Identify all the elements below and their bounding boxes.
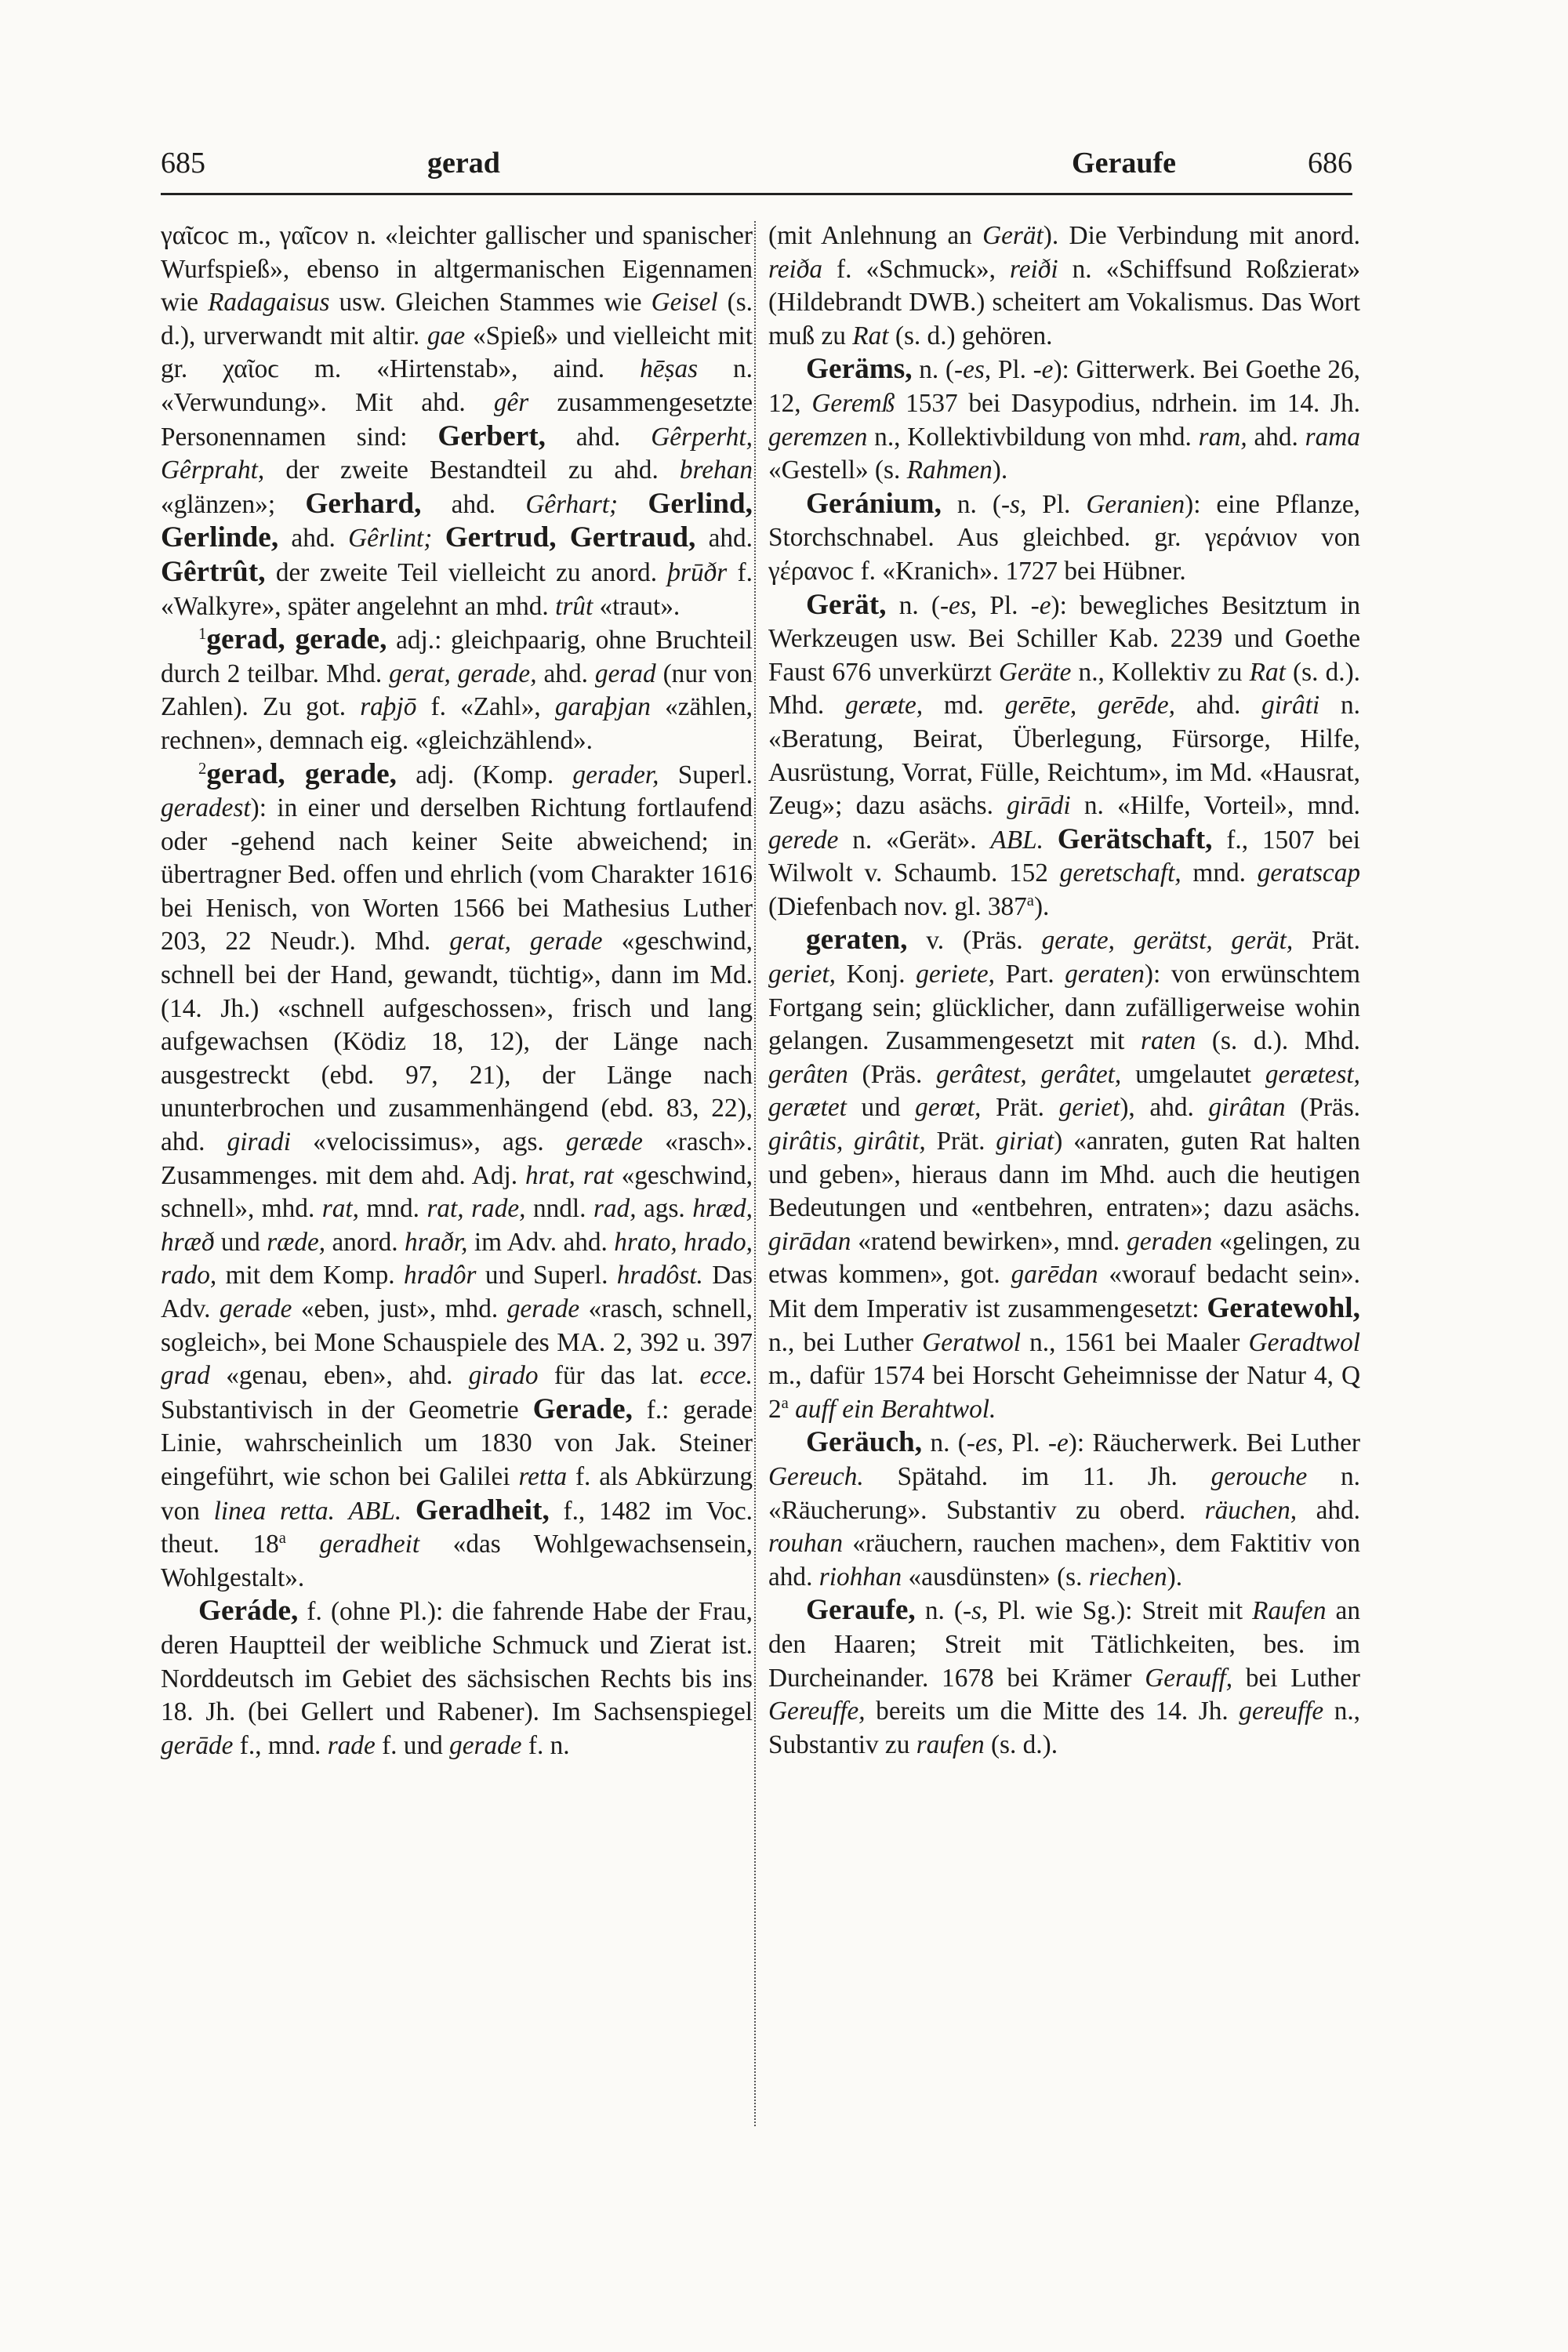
italic-run: gerēte, gerēde, (1004, 691, 1175, 720)
text-run (432, 524, 445, 553)
headword: Gerlind, Gerlinde, (161, 487, 753, 554)
italic-run: -s, (1000, 489, 1027, 519)
text-run: mnd. (358, 1194, 427, 1224)
text-run: n. ( (886, 590, 940, 620)
text-run: ahd. (695, 524, 753, 554)
text-run: «traut». (593, 591, 681, 621)
text-run: n. ( (912, 355, 955, 385)
headword: Geräuch, (806, 1426, 923, 1459)
text-run: (Präs. (848, 1059, 937, 1089)
dictionary-entry (768, 1426, 1360, 1594)
headword: gerad, gerade, (206, 623, 387, 656)
text-run: f., 1482 im Voc. theut. 18 (161, 1496, 753, 1559)
left-column (161, 220, 753, 1762)
text-run: Pl. (991, 355, 1033, 385)
text-run: usw. Gleichen Stammes wie (329, 288, 652, 318)
italic-run: girado (468, 1361, 539, 1391)
italic-run: garaþjan (554, 692, 651, 722)
text-run: (mit Anlehnung an (768, 221, 983, 250)
italic-run: geriet (1058, 1093, 1120, 1123)
italic-run: gerade (449, 1730, 522, 1760)
text-run: f. als Abkürzung von (161, 1461, 753, 1526)
italic-run: geradest (161, 793, 251, 823)
headword: gerad, gerade, (206, 757, 397, 790)
italic-run: -es, (939, 590, 978, 620)
text-run: n., 1561 bei Maaler (1020, 1327, 1249, 1357)
italic-run: gerâtest, gerâtet, (936, 1059, 1122, 1089)
italic-run: geradheit (319, 1530, 420, 1559)
text-run: ). (992, 456, 1008, 485)
italic-run: rat, rade, (426, 1194, 526, 1224)
text-run: Pl. (1004, 1428, 1048, 1458)
italic-run: rat, (321, 1194, 359, 1224)
text-run: (s. d.) gehören. (888, 321, 1053, 350)
text-run: zusammengesetzte Personennamen sind: (161, 387, 753, 452)
italic-run: Gereuch. (768, 1461, 864, 1491)
dictionary-entry (161, 758, 753, 1595)
headword: Gertrud, Gertraud, (445, 521, 696, 554)
italic-run: gae (427, 321, 466, 350)
italic-run: gerade (506, 1294, 580, 1323)
italic-run: -s, (962, 1596, 989, 1626)
text-run: n., bei Luther (768, 1327, 923, 1357)
dictionary-entry (768, 353, 1360, 487)
text-run: (nur von Zahlen). Zu got. (161, 659, 753, 722)
text-run: (s. d.). Mhd. (1196, 1026, 1360, 1056)
text-run (335, 1497, 349, 1526)
text-run: n. ( (941, 489, 1001, 519)
text-run: n., Kollektiv zu (1071, 657, 1250, 687)
running-header (161, 146, 1352, 195)
text-run: im Adv. ahd. (467, 1227, 615, 1257)
italic-run: geriet, (768, 960, 836, 989)
text-run: f. n. (521, 1730, 570, 1760)
italic-run: -e (1047, 1428, 1069, 1458)
italic-run: Geräte (998, 657, 1072, 687)
text-run: md. (923, 691, 1005, 720)
italic-run: linea retta. (213, 1496, 335, 1526)
text-run: n., Substantiv zu (768, 1697, 1360, 1759)
italic-run: girâtis, girâtit, (768, 1127, 926, 1156)
text-run: «Spieß» und vielleicht mit gr. χαῖοϲ m. «Hirtenstab», aind. (161, 321, 753, 384)
text-run: ahd. (1297, 1495, 1360, 1525)
italic-run: Geradtwol (1248, 1327, 1360, 1357)
text-run: f., mnd. (233, 1730, 328, 1760)
italic-run: räuchen, (1204, 1495, 1298, 1525)
text-run: ): von erwünschtem Fortgang sein; glücklicher, dann zufälligerweise wohin gelangen. Zusammengesetzt mit (768, 960, 1360, 1056)
text-run: ahd. (546, 422, 652, 452)
text-run: 1537 bei Dasypodius, ndrhein. im 14. Jh. (895, 388, 1360, 418)
italic-run: auff ein Berahtwol. (795, 1394, 996, 1424)
text-run: der zweite Bestandteil zu ahd. (264, 456, 680, 485)
page-number-left: 685 (161, 147, 205, 180)
text-run: mit dem Komp. (216, 1261, 404, 1290)
italic-run: gerede (768, 825, 839, 855)
text-run: «ratend bewirken», mnd. (851, 1226, 1127, 1256)
text-run: Spätahd. im 11. Jh. (863, 1461, 1211, 1491)
text-run: Konj. (836, 960, 916, 989)
headword: Geratewohl, (1207, 1292, 1360, 1324)
headword: Geráde, (198, 1595, 299, 1628)
page-number-right: 686 (1308, 147, 1352, 180)
italic-run: ABL. (990, 825, 1044, 855)
text-run: umgelautet (1121, 1059, 1265, 1089)
italic-run: retta (518, 1461, 568, 1491)
headword: Geraufe, (806, 1594, 916, 1627)
headword: Gêrtrût, (161, 555, 266, 588)
column-divider (754, 221, 756, 2126)
italic-run: reiða (768, 254, 823, 284)
text-run: «rasch, schnell, sogleich», bei Mone Schauspiele des MA. 2, 392 u. 397 (161, 1294, 753, 1357)
entry-continuation (161, 220, 753, 623)
superscript: a (1026, 891, 1034, 909)
text-run: Das Adv. (161, 1261, 753, 1323)
headword: Gerätschaft, (1057, 822, 1213, 855)
text-run: γαῖϲοϲ m., γαῖϲον n. «leichter gallischer und spanischer Wurfspieß», ebenso in altgermanischen Eigennamen wie (161, 221, 753, 318)
italic-run: gerader, (572, 760, 659, 789)
right-column (768, 220, 1360, 1762)
italic-run: geretschaft, (1059, 858, 1181, 888)
text-run: für das lat. (538, 1361, 700, 1391)
text-run: n. «Schiffsund Roßzierat» (Hildebrandt DWB.) scheitert am Vokalismus. Das Wort muß zu (768, 254, 1360, 350)
italic-run: gerāde (161, 1730, 234, 1760)
italic-run: geraden (1127, 1226, 1213, 1256)
italic-run: garēdan (1011, 1260, 1098, 1290)
italic-run: gerade (219, 1294, 292, 1323)
text-run: Superl. (659, 760, 753, 789)
text-run: «das Wohlgewachsensein, Wohlgestalt». (161, 1530, 753, 1592)
italic-run: geratscap (1257, 858, 1361, 888)
text-run: ): eine Pflanze, Storchschnabel. Aus gleichbed. gr. γεράνιον von γέρανοϲ f. «Kranich». 1727 bei Hübner. (768, 489, 1360, 586)
text-run: ): Gitterwerk. Bei Goethe 26, 12, (768, 355, 1361, 418)
dictionary-entry (161, 1595, 753, 1762)
text-run: ). Die Verbindung mit anord. (1043, 221, 1360, 250)
italic-run: Gêrperht, Gêrpraht, (161, 422, 753, 485)
italic-run: geraten (1065, 960, 1145, 989)
text-run: (s. d.). (984, 1730, 1058, 1759)
italic-run: hraðr, (405, 1227, 468, 1257)
text-run: Pl. (1026, 489, 1087, 519)
italic-run: hrat, rat (525, 1160, 614, 1190)
guide-word-right: Geraufe (1072, 147, 1176, 180)
text-run: n. «Räucherung». Substantiv zu oberd. (768, 1461, 1360, 1525)
text-run: ags. (636, 1194, 693, 1224)
text-run (286, 1530, 320, 1559)
italic-run: Gêrhart; (525, 489, 619, 519)
italic-run: Geratwol (922, 1327, 1021, 1357)
italic-run: rouhan (768, 1529, 843, 1559)
text-run: und (214, 1227, 267, 1257)
text-run: f. «Schmuck», (822, 254, 1010, 284)
italic-run: girādan (768, 1226, 851, 1256)
italic-run: hradôst. (616, 1261, 703, 1290)
italic-run: gêr (493, 387, 529, 417)
text-run: der zweite Teil vielleicht zu anord. (265, 557, 668, 587)
dictionary-entry (768, 924, 1360, 1426)
text-run: n. «Beratung, Beirat, Überlegung, Fürsorge, Hilfe, Ausrüstung, Vorrat, Fülle, Reichtum», im Md. «Hausrat, Zeug»; dazu asächs. (768, 691, 1360, 821)
text-run: und (846, 1093, 916, 1123)
text-run: f. (ohne Pl.): die fahrende Habe der Frau, deren Hauptteil der weibliche Schmuck und Zierat ist. Norddeutsch im Gebiet des sächsischen Rechts bis ins 18. Jh. (bei Gellert und Rabener). Im Sachsenspiegel (161, 1597, 753, 1727)
italic-run: gerouche (1210, 1461, 1308, 1491)
headword: Geránium, (806, 487, 942, 520)
italic-run: Rat (1249, 657, 1286, 687)
italic-run: hrato, hrado, rado, (161, 1227, 753, 1290)
italic-run: Gereuffe, (768, 1697, 866, 1726)
text-run: Pl. (977, 590, 1031, 620)
italic-run: Gerät (982, 221, 1044, 250)
italic-run: ABL. (348, 1496, 402, 1526)
italic-run: girâtan (1208, 1093, 1286, 1123)
headword: Gerade, (532, 1392, 633, 1425)
headword: Gerhard, (305, 487, 422, 520)
text-run: ). (1033, 891, 1050, 921)
text-run: «Gestell» (s. (768, 456, 907, 485)
italic-run: -es, (966, 1428, 1004, 1458)
text-run: «zählen, rechnen», demnach eig. «gleichzählend». (161, 692, 753, 755)
italic-run: girādi (1007, 791, 1071, 821)
text-run: n. ( (922, 1428, 967, 1458)
text-run: ). (1167, 1562, 1183, 1592)
italic-run: geræte, (845, 691, 924, 720)
text-run (1044, 826, 1058, 855)
italic-run: gerœt, (915, 1093, 982, 1123)
text-run: «gelingen, zu etwas kommen», got. (768, 1226, 1360, 1290)
text-run: (s. d.), urverwandt mit altir. (161, 288, 753, 350)
text-run: «velocissimus», ags. (291, 1127, 566, 1157)
italic-run: geræde (565, 1127, 643, 1157)
text-run: bei Luther (1232, 1663, 1360, 1693)
italic-run: ram, (1198, 422, 1247, 452)
superscript: a (278, 1530, 286, 1548)
superscript: a (781, 1394, 789, 1412)
italic-run: gerætest, gerætet (768, 1059, 1361, 1123)
text-run: ): in einer und derselben Richtung fortlaufend oder -gehend nach keiner Seite abweichend; in übertragner Bed. offen und ehrlich (vom Charakter 1616 bei Henisch, von Worten 1566 bei Mathesius Luther 203, 22 Neudr.). Mhd. (161, 793, 753, 956)
text-run: n. «Verwundung». Mit ahd. (161, 354, 753, 417)
text-run: Pl. wie Sg.): Streit mit (988, 1596, 1253, 1626)
text-run: ): bewegliches Besitztum in Werkzeugen usw. Bei Schiller Kab. 2239 und Goethe Faust 676 unverkürzt (768, 590, 1360, 687)
text-run: adj. (Komp. (396, 760, 573, 789)
text-run: f. und (375, 1730, 450, 1760)
italic-run: giradi (227, 1127, 291, 1157)
italic-run: giriat (996, 1127, 1054, 1156)
text-run: anord. (325, 1227, 405, 1257)
text-run (401, 1497, 416, 1526)
text-run: ), ahd. (1120, 1093, 1209, 1123)
dictionary-entry (161, 623, 753, 757)
italic-run: þrūðr (667, 557, 728, 587)
italic-run: raþjō (360, 692, 417, 722)
text-run: m., dafür 1574 bei Horscht Geheimnisse der Natur 4, Q 2 (768, 1361, 1360, 1424)
italic-run: gerat, gerade (449, 927, 603, 956)
headword: geraten, (806, 924, 908, 956)
italic-run: Geisel (651, 288, 718, 318)
italic-run: Geremß (811, 388, 895, 418)
text-run: «räuchern, rauchen machen», dem Faktitiv von ahd. (768, 1529, 1360, 1592)
italic-run: hradôr (403, 1261, 477, 1290)
text-run: ahd. (421, 489, 526, 519)
italic-run: Geranien (1086, 489, 1185, 519)
text-run: Prät. (1293, 926, 1360, 956)
italic-run: geremzen (768, 422, 868, 452)
italic-run: riohhan (818, 1562, 902, 1592)
italic-run: Radagaisus (208, 288, 330, 318)
headword: Geradheit, (415, 1494, 550, 1526)
text-run: ahd. (1175, 691, 1262, 720)
text-run: nndl. (525, 1194, 593, 1224)
guide-word-left: gerad (427, 147, 500, 180)
text-run: «geschwind, schnell bei der Hand, gewandt, tüchtig», dann im Md. (14. Jh.) «schnell aufgeschossen», frisch und lang aufgewachsen (Ködiz 18, 12), der Länge nach ausgestreckt (ebd. 97, 21), der Länge nach ununterbrochen und zusammenhängend (ebd. 83, 22), ahd. (161, 927, 753, 1157)
dictionary-entry (768, 589, 1360, 924)
italic-run: -e (1030, 590, 1051, 620)
entry-continuation (768, 220, 1360, 353)
text-run: Prät. (925, 1127, 996, 1156)
italic-run: gerat, gerade, (389, 659, 537, 688)
headword: Geräms, (806, 353, 913, 386)
text-run: ahd. (278, 524, 349, 554)
italic-run: -es, (954, 355, 992, 385)
text-run: n. «Gerät». (838, 825, 991, 855)
text-run: (Präs. (1285, 1093, 1360, 1123)
text-run: Substantivisch in der Geometrie (161, 1395, 533, 1425)
italic-run: gereuffe (1239, 1697, 1324, 1726)
text-run: ahd. (1247, 422, 1305, 452)
italic-run: gerad (594, 659, 656, 688)
text-run: und Superl. (476, 1261, 617, 1290)
text-run: «ausdünsten» (s. (902, 1562, 1089, 1592)
italic-run: hēṣas (640, 354, 699, 384)
text-run: «genau, eben», ahd. (209, 1361, 469, 1391)
text-run: f. «Walkyre», später angelehnt an mhd. (161, 557, 753, 621)
headword: Gerbert, (437, 419, 546, 452)
text-run (618, 490, 648, 519)
text-run: f. «Zahl», (416, 692, 555, 722)
text-run: n. «Hilfe, Vorteil», mnd. (1070, 791, 1360, 821)
text-run: ): Räucherwerk. Bei Luther (1068, 1428, 1360, 1458)
text-run (789, 1395, 795, 1424)
superscript: 2 (198, 760, 207, 778)
italic-run: hræd, hræð (161, 1194, 753, 1257)
text-run: bereits um die Mitte des 14. Jh. (865, 1697, 1240, 1726)
italic-run: -e (1033, 355, 1054, 385)
italic-run: rad, (593, 1194, 637, 1224)
italic-run: gerate, gerätst, gerät, (1041, 926, 1294, 956)
text-run: «eben, just», mhd. (292, 1294, 507, 1323)
italic-run: brehan (679, 456, 753, 485)
text-run: Part. (994, 960, 1065, 989)
italic-run: Rat (852, 321, 889, 350)
text-run: f.: gerade Linie, wahrscheinlich um 1830 von Jak. Steiner eingeführt, wie schon bei Galilei (161, 1395, 753, 1491)
headword: Gerät, (806, 588, 887, 621)
text-run: «rasch». Zusammenges. mit dem ahd. Adj. (161, 1127, 753, 1190)
superscript: 1 (198, 626, 207, 644)
dictionary-entry (768, 488, 1360, 589)
text-run: n., Kollektivbildung von mhd. (867, 422, 1199, 452)
text-run: ) «anraten, guten Rat halten und geben», hieraus dann im Mhd. auch die heutigen Bedeutungen und «entbehren, entraten»; dazu asächs. (768, 1127, 1361, 1223)
text-run: «worauf bedacht sein». Mit dem Imperativ ist zusammengesetzt: (768, 1260, 1361, 1323)
italic-run: Rahmen (906, 456, 993, 485)
italic-run: ræde, (267, 1227, 326, 1257)
italic-run: rade (327, 1730, 376, 1760)
italic-run: geriete, (916, 960, 995, 989)
italic-run: raten (1141, 1026, 1196, 1056)
text-run: f., 1507 bei Wilwolt v. Schaumb. 152 (768, 825, 1361, 888)
italic-run: grad (161, 1361, 210, 1391)
text-run: «glänzen»; (161, 489, 306, 519)
italic-run: girâti (1261, 691, 1320, 720)
italic-run: rama (1305, 422, 1360, 452)
text-run: ahd. (536, 659, 595, 688)
text-run: Prät. (981, 1093, 1059, 1123)
text-run: (Diefenbach nov. gl. 387 (768, 891, 1027, 921)
text-run: mnd. (1181, 858, 1258, 888)
italic-run: riechen (1088, 1562, 1167, 1592)
italic-run: Gêrlint; (348, 524, 433, 554)
text-run: an den Haaren; Streit mit Tätlichkeiten, bes. im Durcheinander. 1678 bei Krämer (768, 1596, 1360, 1693)
italic-run: Raufen (1252, 1596, 1327, 1626)
italic-run: reiði (1009, 254, 1058, 284)
text-run: «geschwind, schnell», mhd. (161, 1160, 753, 1224)
italic-run: ecce. (699, 1361, 753, 1391)
italic-run: Gerauff, (1145, 1663, 1233, 1693)
text-run: v. (Präs. (907, 926, 1042, 956)
italic-run: raufen (916, 1730, 985, 1759)
italic-run: trût (555, 591, 593, 621)
dictionary-entry (768, 1594, 1360, 1762)
text-run: adj.: gleichpaarig, ohne Bruchteil durch 2 teilbar. Mhd. (161, 626, 753, 688)
text-run: (s. d.). Mhd. (768, 657, 1360, 720)
italic-run: gerâten (768, 1059, 848, 1089)
text-run: n. ( (915, 1596, 963, 1626)
